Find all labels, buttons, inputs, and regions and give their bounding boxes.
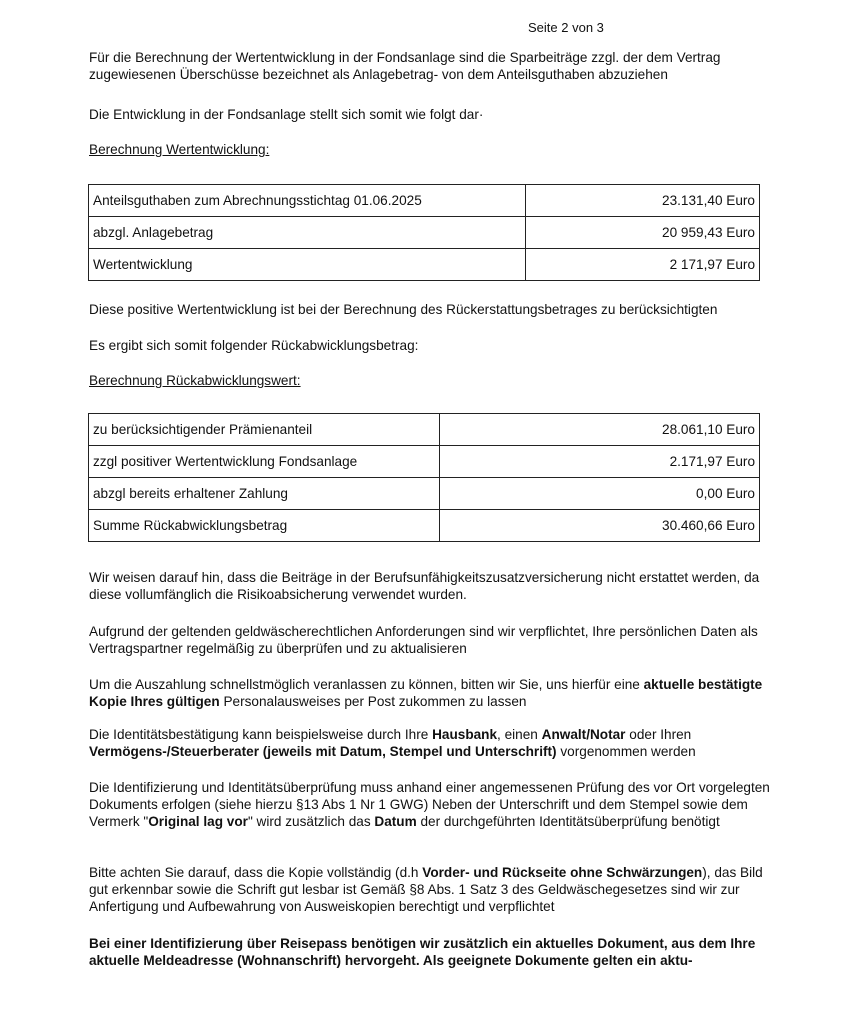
- text-segment: Die Identifizierung und Identitätsüberprüfung muss anhand einer angemessenen Prüfung des vor Ort vorgelegten Dokuments erfolgen (siehe hierzu §13 Abs 1 Nr 1 GWG) Neben der Unterschrift und dem Stempel sowie dem Vermerk ": [89, 780, 770, 829]
- text-segment: vorgenommen werden: [556, 744, 696, 759]
- heading-reversal-value: Berechnung Rückabwicklungswert:: [89, 373, 301, 388]
- row-label: zzgl positiver Wertentwicklung Fondsanlage: [89, 446, 440, 478]
- table-row: [89, 414, 760, 446]
- table-row: [89, 446, 760, 478]
- text-emphasis: aktuelle bestätigte Kopie Ihres gültigen: [89, 677, 763, 709]
- text-segment: Personalausweises per Post zukommen zu lassen: [219, 694, 527, 709]
- text-segment: oder Ihren: [625, 727, 692, 742]
- paragraph-fund-calculation: Für die Berechnung der Wertentwicklung in der Fondsanlage sind die Sparbeiträge zzgl. der dem Vertrag zugewiesenen Überschüsse bezeichnet als Anlagebetrag- von dem Anteilsguthaben abzuziehen: [89, 50, 721, 82]
- row-label: abzgl. Anlagebetrag: [89, 217, 526, 249]
- heading-value-development: Berechnung Wertentwicklung:: [89, 142, 270, 157]
- table-row: [89, 217, 760, 249]
- row-amount: 23.131,40 Euro: [526, 185, 760, 217]
- table-row: [89, 510, 760, 542]
- table-row: [89, 249, 760, 281]
- row-label: Summe Rückabwicklungsbetrag: [89, 510, 440, 542]
- table-reversal-value: [88, 413, 760, 542]
- text-emphasis: Vorder- und Rückseite ohne Schwärzungen: [422, 865, 703, 880]
- text-emphasis: Vermögens-/Steuerberater (jeweils mit Datum, Stempel und Unterschrift): [89, 744, 557, 759]
- row-label: abzgl bereits erhaltener Zahlung: [89, 478, 440, 510]
- table-value-development: [88, 184, 760, 281]
- paragraph-disability-insurance: Wir weisen darauf hin, dass die Beiträge in der Berufsunfähigkeitszusatzversicherung nicht erstattet werden, da diese vollumfänglich die Risikoabsicherung verwendet wurden.: [89, 570, 760, 602]
- paragraph-identity-confirmation: [89, 726, 779, 760]
- paragraph-id-copy-request: [89, 676, 779, 710]
- table-row: [89, 478, 760, 510]
- row-amount: 30.460,66 Euro: [440, 510, 760, 542]
- row-amount: 20 959,43 Euro: [526, 217, 760, 249]
- row-label: Wertentwicklung: [89, 249, 526, 281]
- text-segment: Bitte achten Sie darauf, dass die Kopie vollständig (d.h: [89, 865, 423, 880]
- row-amount: 2 171,97 Euro: [526, 249, 760, 281]
- row-amount: 28.061,10 Euro: [440, 414, 760, 446]
- paragraph-money-laundering: Aufgrund der geltenden geldwäscherechtlichen Anforderungen sind wir verpflichtet, Ihre persönlichen Daten als Vertragspartner regelmäßig zu überprüfen und zu aktualisieren: [89, 624, 758, 656]
- text-emphasis: Bei einer Identifizierung über Reisepass benötigen wir zusätzlich ein aktuelles Dokument, aus dem Ihre aktuelle Meldeadresse (Wohnanschrift) hervorgeht. Als geeignete Dokumente gelten ein aktu-: [89, 936, 756, 968]
- text-segment: Die Identitätsbestätigung kann beispielsweise durch Ihre: [89, 727, 433, 742]
- paragraph-fund-development: Die Entwicklung in der Fondsanlage stellt sich somit wie folgt dar·: [89, 107, 484, 122]
- text-emphasis: Datum: [374, 814, 417, 829]
- text-emphasis: Original lag vor: [148, 814, 248, 829]
- row-label: Anteilsguthaben zum Abrechnungsstichtag 01.06.2025: [89, 185, 526, 217]
- text-segment: der durchgeführten Identitätsüberprüfung benötigt: [416, 814, 720, 829]
- text-emphasis: Anwalt/Notar: [541, 727, 626, 742]
- text-segment: " wird zusätzlich das: [247, 814, 375, 829]
- text-emphasis: Hausbank: [432, 727, 498, 742]
- paragraph-reversal-amount: Es ergibt sich somit folgender Rückabwicklungsbetrag:: [89, 338, 419, 353]
- page-number: Seite 2 von 3: [528, 20, 604, 35]
- text-segment: , einen: [497, 727, 542, 742]
- row-amount: 2.171,97 Euro: [440, 446, 760, 478]
- table-row: [89, 185, 760, 217]
- row-label: zu berücksichtigender Prämienanteil: [89, 414, 440, 446]
- paragraph-passport-identification: [89, 935, 779, 969]
- text-segment: Um die Auszahlung schnellstmöglich veranlassen zu können, bitten wir Sie, uns hierfür eine: [89, 677, 644, 692]
- paragraph-positive-development: Diese positive Wertentwicklung ist bei der Berechnung des Rückerstattungsbetrages zu berücksichtigten: [89, 302, 718, 317]
- row-amount: 0,00 Euro: [440, 478, 760, 510]
- text-segment: ), das Bild gut erkennbar sowie die Schrift gut lesbar ist Gemäß §8 Abs. 1 Satz 3 des Geldwäschegesetzes sind wir zur Anfertigung und Aufbewahrung von Ausweiskopien berechtigt und verpflichtet: [89, 865, 763, 914]
- paragraph-identification-check: [89, 779, 779, 830]
- paragraph-copy-requirements: [89, 864, 779, 915]
